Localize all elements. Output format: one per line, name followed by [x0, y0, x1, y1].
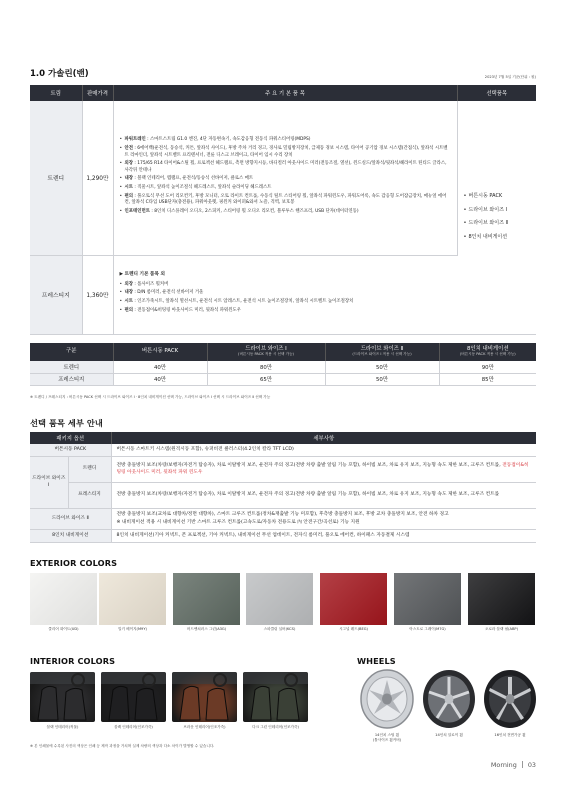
table-row	[30, 482, 536, 508]
price-cell: 50만	[325, 361, 439, 373]
exterior-swatch	[30, 573, 97, 625]
wheel-label: 14인치 알로이 휠	[435, 733, 463, 737]
interior-label: 블랙 인테리어(직물)	[46, 725, 79, 729]
spec-item: • 인포테인먼트 : 8인치 디스플레이 오디오, 2스피커, 스티어링 휠 오디오 리모컨, 블루투스 핸즈프리, USB 단자(데이터연동)	[120, 209, 451, 215]
detail-header: 세부사항	[111, 432, 536, 444]
table-row	[30, 529, 536, 542]
detail-text: 전방 충돌방지 보조(차량/보행자/자전거 탑승자), 차로 이탈방지 보조, 운전자 주의 경고(전방 차량 출발 알림 기능 포함), 하이빔 보조, 차로 유지 보조, 지능형 속도 제한 보조, 크루즈 컨트롤	[111, 482, 536, 508]
price-cell: 50만	[325, 373, 439, 385]
detail-text: 전방 충돌방지 보조(교차로 대향차/정면 대향차), 스마트 크루즈 컨트롤(정차&재출발 기능 미포함), 후측방 충돌방지 보조, 후방 교차 충돌방지 보조, 안전 하차 경고 ※ 내비게이션 적용 시 내비게이션 기반 스마트 크루즈 컨트롤(고속도로/자동차 전용도로 內 안전구간/곡선로) 기능 지원	[111, 508, 536, 529]
price-cell: 80만	[207, 361, 325, 373]
page-footer	[491, 761, 536, 769]
detail-text: 버튼시동 스마트키 시스템(원격시동 포함), 슈퍼비전 클러스터(4.2인치 칼라 TFT LCD)	[111, 444, 536, 456]
trim-price: 1,360만	[82, 255, 113, 334]
price-header: 8인치 내비게이션 (버튼시동 PACK 적용 시 선택 가능)	[439, 343, 536, 361]
price-header: 드라이브 와이즈 Ⅰ (버튼시동 PACK 적용 시 선택 가능)	[207, 343, 325, 361]
detail-label: 버튼시동 PACK	[30, 444, 111, 456]
spec-item: • 안전 : 6에어백(운전석, 동승석, 커튼, 앞좌석 사이드), 후방 주차 거리 경고, 경사로 밀림방지장치, 급제동 경보 시스템, 타이어 공기압 경보 시스템(간접식), 앞좌석 시트벨트 리마인더, 앞좌석 시트벨트 프리텐셔너, 전륜 디스크 브레이크, 타이어 임시 수리 장치	[120, 146, 451, 159]
price-cell: 85만	[439, 373, 536, 385]
spec-item: • 내장 : 블랙 인테리어, 맵램프, 운전석/동승석 선바이저, 클로스 매트	[120, 176, 451, 182]
price-cell: 40만	[113, 373, 207, 385]
table-row	[30, 373, 536, 385]
price-header: 버튼시동 PACK	[113, 343, 207, 361]
bottom-note: ※ 본 인쇄물에 수록된 사진의 색상은 인쇄 등 제작 과정을 거치며 실제 차량의 색상과 다소 차이가 발생할 수 있습니다.	[30, 744, 215, 748]
header-specs: 주 요 기 본 품 목	[113, 85, 457, 101]
option-item: • 8인치 내비게이션	[464, 231, 531, 245]
table-row	[30, 101, 536, 255]
steel-wheel-image	[358, 668, 416, 730]
detail-sublabel: 트렌디	[68, 456, 111, 482]
table-row	[30, 444, 536, 456]
option-list	[457, 101, 536, 334]
interior-label: 브라운 인테리어(인조가죽)	[183, 725, 226, 729]
interior-label: 다크 그린 인테리어(인조가죽)	[252, 725, 299, 729]
table-row	[30, 508, 536, 529]
footer-brand: Morning	[490, 761, 517, 769]
interior-image	[243, 672, 308, 722]
detail-header: 패키지 옵션	[30, 432, 111, 444]
trim-name: 프레스티지	[30, 255, 82, 334]
spec-item: • 파워트레인 : 스마트스트림 G1.0 엔진, 4단 자동변속기, 속도감응형 전동식 파워스티어링(MDPS)	[120, 137, 451, 143]
spec-item: • 내장 : D/N 룸미러, 운전석 선바이저 거울	[120, 290, 452, 296]
exterior-swatch	[320, 573, 387, 625]
spec-item: • 외장 : 틀사이즈 휠커버	[120, 282, 452, 288]
detail-text: 전방 충돌방지 보조(차량/보행자/자전거 탑승자), 차로 이탈방지 보조, 운전자 주의 경고(전방 차량 출발 알림 기능 포함), 하이빔 보조, 차로 유지 보조, 지능형 속도 제한 보조, 크루즈 컨트롤, 전동접이&히팅링 아웃사이드 미러, 뒷좌석 파워 윈도우	[111, 456, 536, 482]
option-item: • 드라이브 와이즈 Ⅰ	[464, 204, 531, 218]
table-row	[30, 361, 536, 373]
header-trim: 트림	[30, 85, 82, 101]
price-cell: 40만	[113, 361, 207, 373]
spec-item: • 시트 : 직물시트, 앞좌석 높이조절식 헤드레스트, 앞좌석 슬라이딩 헤드레스트	[120, 185, 451, 191]
alloy-wheel-image	[420, 668, 478, 730]
detail-sublabel: 프레스티지	[68, 482, 111, 508]
interior-image	[30, 672, 95, 722]
spec-list	[113, 101, 457, 255]
option-detail-table	[30, 432, 536, 543]
price-cell: 프레스티지	[30, 373, 113, 385]
interior-title: INTERIOR COLORS	[30, 656, 116, 666]
detail-section-title: 선택 품목 세부 안내	[30, 418, 103, 428]
table-row	[30, 456, 536, 482]
date-note: 2023년 7월 5일 기준(단위 : 원)	[484, 75, 536, 79]
price-cell: 트렌디	[30, 361, 113, 373]
exterior-label: 아스트로 그레이(M7G)	[409, 627, 446, 631]
spec-item: • 시트 : 인조가죽시트, 앞좌석 열선시트, 운전석 시트 암레스트, 운전석 시트 높이조절장치, 앞좌석 시트벨트 높이조절장치	[120, 299, 452, 305]
option-item: • 버튼시동 PACK	[464, 190, 531, 204]
trim-price: 1,290만	[82, 101, 113, 255]
interior-image	[101, 672, 166, 722]
detail-label: 드라이브 와이즈 Ⅱ	[30, 508, 111, 529]
wheels-title: WHEELS	[357, 656, 396, 666]
exterior-swatch	[246, 573, 313, 625]
exterior-label: 시그널 레드(BEG)	[339, 627, 368, 631]
exterior-swatch	[99, 573, 166, 625]
exterior-title: EXTERIOR COLORS	[30, 558, 118, 568]
price-header: 구분	[30, 343, 113, 361]
detail-label: 드라이브 와이즈 Ⅰ	[30, 456, 68, 508]
trim-table	[30, 85, 536, 335]
machined-wheel-image	[481, 668, 539, 730]
exterior-label: 어드벤쳐러스 그린(A3G)	[186, 627, 227, 631]
wheel-label: 16인치 전면가공 휠	[494, 733, 526, 737]
exterior-swatch	[394, 573, 461, 625]
detail-label: 8인치 내비게이션	[30, 529, 111, 542]
spec-item: • 외장 : 175/65 R14 타이어&스틸 휠, 프로젝션 헤드램프, 측면 방향지시등, 바디컬러 아웃사이드 미러(전동조절, 열선), 윈드실드/앞좌석/뒷좌석/헤라이트 틴티드 글라스, 사각뒤 안테나	[120, 161, 451, 174]
exterior-swatch	[468, 573, 535, 625]
header-price: 판매가격	[82, 85, 113, 101]
price-cell: 65만	[207, 373, 325, 385]
detail-text: 8인치 내비게이션(기아 커넥트, 폰 프로젝션, 기아 커넥트), 내비게이션 무선 업데이트, 전자식 룸미러, 풀오토 에어컨, 하이패스 자동결제 시스템	[111, 529, 536, 542]
price-cell: 90만	[439, 361, 536, 373]
page-title: 1.0 가솔린(밴)	[30, 69, 89, 79]
price-header: 드라이브 와이즈 Ⅱ (드라이브 와이즈 Ⅰ 적용 시 선택 가능)	[325, 343, 439, 361]
exterior-label: 오로라 블랙 펄(ABP)	[484, 627, 518, 631]
option-item: • 드라이브 와이즈 Ⅱ	[464, 217, 531, 231]
interior-label: 블랙 인테리어(인조가죽)	[114, 725, 153, 729]
exterior-label: 클리어 화이트(UD)	[48, 627, 79, 631]
spec-list	[113, 255, 457, 334]
option-price-table	[30, 343, 536, 386]
exterior-label: 스파클링 실버(KCS)	[263, 627, 296, 631]
spec-heading: ▶ 트렌디 기본 품목 외	[119, 272, 165, 278]
exterior-label: 밀키 베이지(M9Y)	[118, 627, 147, 631]
exterior-swatch	[173, 573, 240, 625]
header-options: 선택품목	[457, 85, 536, 101]
footer-page: 03	[527, 761, 536, 769]
price-footnote: ※ 트렌디 / 프레스티지 : 버튼시동 PACK 선택 시 드라이브 와이즈 Ⅰ · 8인치 내비게이션 선택 가능, 드라이브 와이즈 Ⅰ 선택 시 드라이브 와이즈 Ⅱ 선택 가능	[30, 395, 271, 399]
spec-item: • 편의 : 풀오토식 무선 도어 리모컨키, 후방 모니터, 오토 라이트 컨트롤, 수동식 틸트 스티어링 휠, 앞좌석 파워윈도우, 파워도어록, 속도 감응형 도어잠금장치, 매뉴얼 에어컨, 앞좌석 C타입 USB단자(충전용), 파워아웃렛, 핑윈커 와이퍼&와셔 노즐, 격벽, 보호봉	[120, 194, 451, 207]
interior-image	[172, 672, 237, 722]
spec-item: • 편의 : 전동접이&히팅링 아웃사이드 미러, 뒷좌석 파워윈도우	[120, 308, 452, 314]
trim-name: 트렌디	[30, 101, 82, 255]
wheel-label: 14인치 스틸 휠 (틀사이즈 휠커버)	[372, 733, 402, 742]
